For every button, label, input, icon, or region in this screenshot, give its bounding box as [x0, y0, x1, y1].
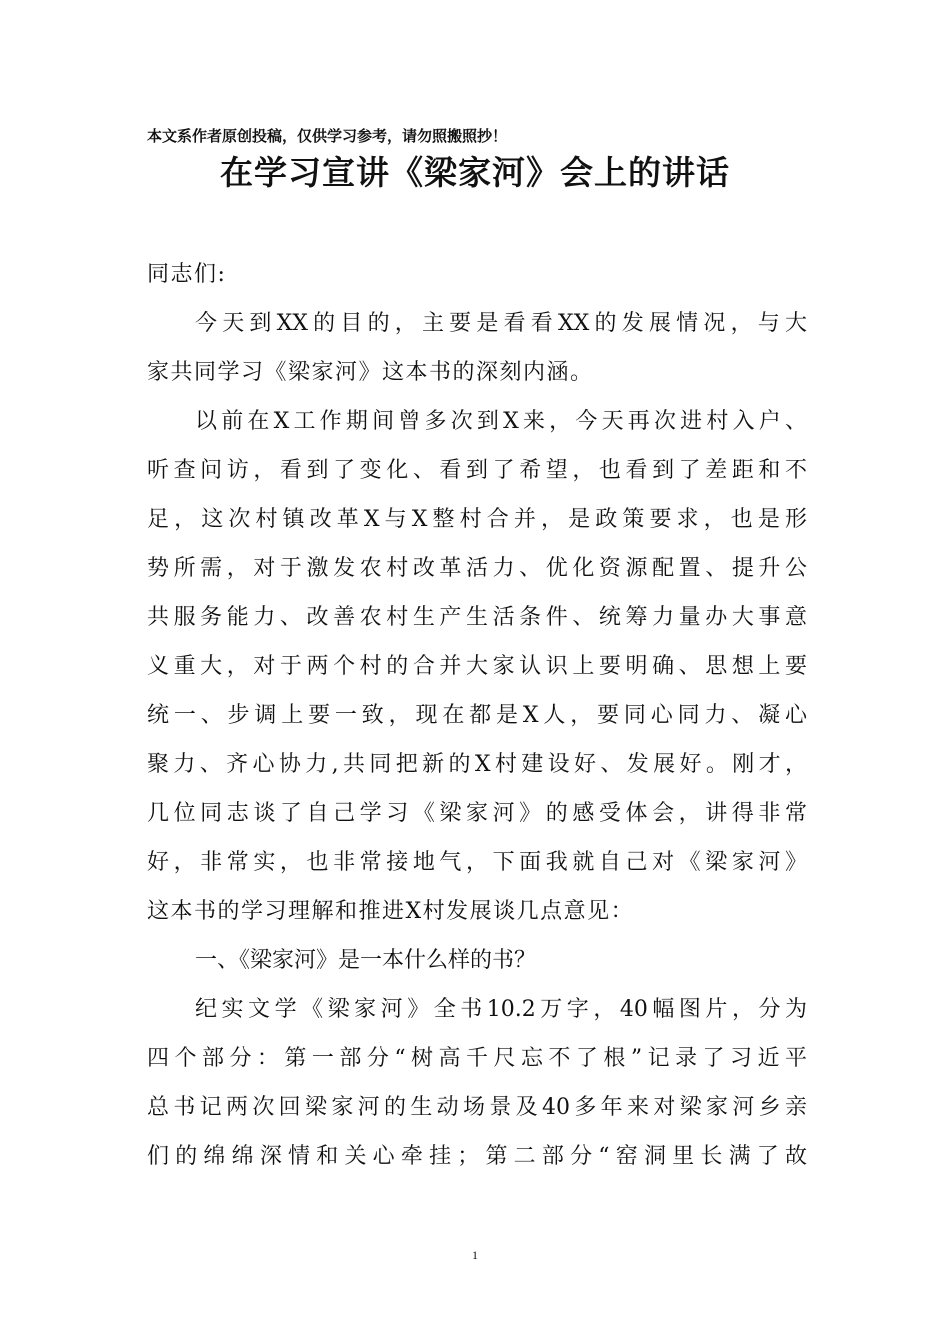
- paragraph-line: 这本书的学习理解和推进X村发展谈几点意见：: [147, 899, 635, 924]
- page-number: 1: [472, 1248, 478, 1262]
- paragraph-line: 聚力、齐心协力,共同把新的X村建设好、发展好。刚才，: [147, 752, 807, 777]
- paragraph-line: 势所需，对于激发农村改革活力、优化资源配置、提升公: [147, 556, 807, 581]
- paragraph-line: 今天到XX的目的，主要是看看XX的发展情况，与大: [195, 311, 807, 336]
- paragraph-line: 家共同学习《梁家河》这本书的深刻内涵。: [147, 360, 594, 385]
- paragraph-line: 四个部分：第一部分“树高千尺忘不了根”记录了习近平: [147, 1046, 807, 1071]
- paragraph-line: 共服务能力、改善农村生产生活条件、统筹力量办大事意: [147, 605, 807, 630]
- paragraph-line: 纪实文学《梁家河》全书10.2万字，40幅图片，分为: [195, 997, 807, 1022]
- section-heading: 一、《梁家河》是一本什么样的书？: [195, 948, 537, 973]
- paragraph-line: 以前在X工作期间曾多次到X来，今天再次进村入户、: [195, 409, 807, 434]
- salutation: 同志们:: [147, 262, 227, 287]
- disclaimer-note: 本文系作者原创投稿，仅供学习参考，请勿照搬照抄！: [147, 127, 508, 145]
- paragraph-line: 统一、步调上要一致，现在都是X人，要同心同力、凝心: [147, 703, 807, 728]
- paragraph-line: 几位同志谈了自己学习《梁家河》的感受体会，讲得非常: [147, 801, 807, 826]
- paragraph-line: 听查问访，看到了变化、看到了希望，也看到了差距和不: [147, 458, 807, 483]
- paragraph-line: 总书记两次回梁家河的生动场景及40多年来对梁家河乡亲: [147, 1095, 807, 1120]
- paragraph-line: 足，这次村镇改革X与X整村合并，是政策要求，也是形: [147, 507, 807, 532]
- page-title: 在学习宣讲《梁家河》会上的讲话: [220, 153, 730, 192]
- speech-body: [147, 250, 807, 1181]
- paragraph-line: 义重大，对于两个村的合并大家认识上要明确、思想上要: [147, 654, 807, 679]
- paragraph-line: 们的绵绵深情和关心牵挂；第二部分“窑洞里长满了故: [147, 1144, 807, 1169]
- paragraph-line: 好，非常实，也非常接地气，下面我就自己对《梁家河》: [147, 850, 807, 875]
